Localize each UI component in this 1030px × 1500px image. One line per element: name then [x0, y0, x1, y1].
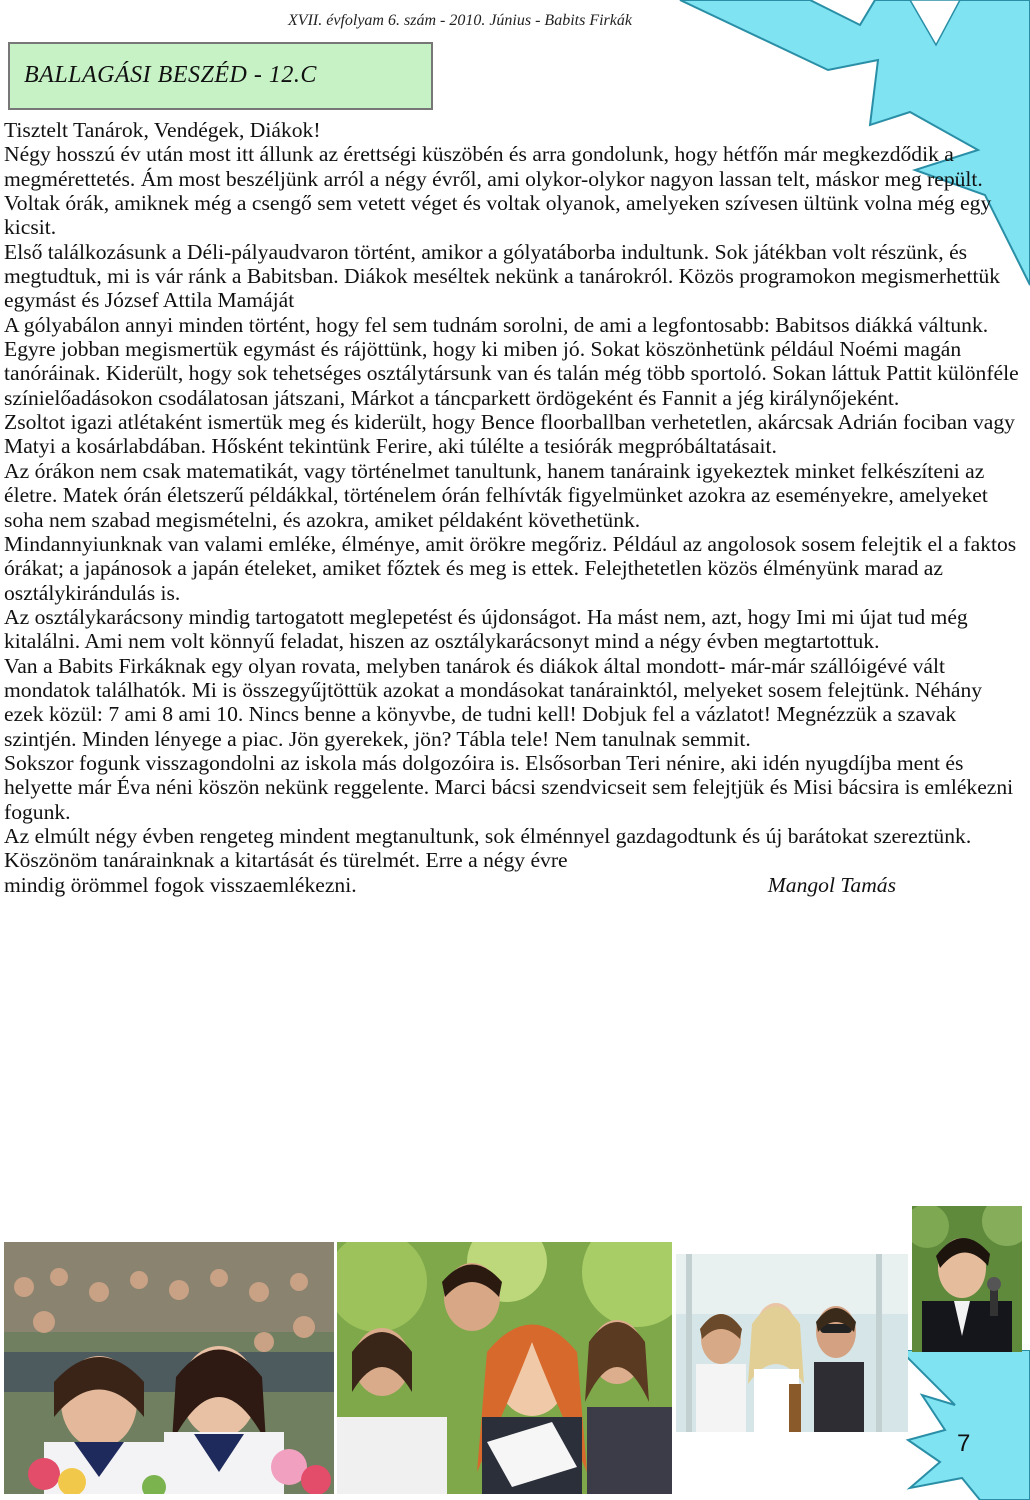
- paragraph: Sokszor fogunk visszagondolni az iskola más dolgozóira is. Elsősorban Teri nénire, aki idén nyugdíjba ment és helyette már Éva néni köszön nekünk reggelente. Marci bácsi szendvicseit sem felejtjük és Misi bácsira is emlékezni fogunk.: [4, 750, 1014, 824]
- running-header: XVII. évfolyam 6. szám - 2010. Június - Babits Firkák: [288, 12, 632, 29]
- decorative-star-bottom-right: [900, 1350, 1030, 1500]
- paragraph: Van a Babits Firkáknak egy olyan rovata, melyben tanárok és diákok által mondott- már-már szállóigévé vált mondatok találhatók. Mi is összegyűjtöttük azokat a mondásokat tanárainktól, melyeket sosem felejtünk. Néhány ezek közül: 7 ami 8 ami 10. Nincs benne a könyvbe, de tudni kell! Dobjuk fel a vázlatot! Megnézzük a szavak szintjén. Minden lényege a piac. Jön gyerekek, jön? Tábla tele! Nem tanulnak semmit.: [4, 653, 983, 751]
- paragraph: Az órákon nem csak matematikát, vagy történelmet tanultunk, hanem tanáraink igyekeztek minket felkészíteni az életre. Matek órán életszerű példákkal, történelem órán felhívták figyelmünket azokra az eseményekre, amelyeket soha nem szabad megismételni, és azokra, amiket példaként követhetünk.: [4, 458, 988, 532]
- paragraph: A gólyabálon annyi minden történt, hogy fel sem tudnám sorolni, de ami a legfontosabb: Babitsos diákká váltunk. Egyre jobban megismertük egymást és rájöttünk, hogy ki miben jó. Sokat köszönhetünk például Noémi magán tanóráinak. Kiderült, hogy sok tehetséges osztálytársunk van és talán még több sportoló. Sokan láttuk Pattit különféle színielőadásokon csodálatosan játszani, Márkot a táncparkett ördögeként és Fannit a jég királynőjeként.: [4, 312, 1019, 410]
- article-title: BALLAGÁSI BESZÉD - 12.C: [24, 62, 317, 88]
- photo-students-reading: [337, 1242, 672, 1494]
- closing-line: [4, 873, 1022, 897]
- paragraph: Az elmúlt négy évben rengeteg mindent megtanultunk, sok élménnyel gazdagodtunk és új barátokat szereztünk. Köszönöm tanárainknak a kitartását és türelmét. Erre a négy évre: [4, 823, 972, 873]
- paragraph: Mindannyiunknak van valami emléke, élménye, amit örökre megőriz. Például az angolosok sosem felejtik el a faktos órákat; a japánosok a japán ételeket, amiket főztek és meg is ettek. Felejthetetlen közös élményünk marad az osztálykirándulás is.: [4, 531, 1017, 605]
- paragraph: Négy hosszú év után most itt állunk az érettségi küszöbén és arra gondolunk, hogy hétfőn már megkezdődik a megmérettetés. Ám most beszéljünk arról a négy évről, ami olykor-olykor nagyon lassan telt, máskor meg repült. Voltak órák, amiknek még a csengő sem vetett véget és voltak olyanok, amelyeken szívesen ültünk volna még egy kicsit.: [4, 142, 992, 240]
- photo-graduates-with-flowers: [4, 1242, 334, 1494]
- title-box: [8, 42, 433, 110]
- paragraph: Első találkozásunk a Déli-pályaudvaron történt, amikor a gólyatáborba indultunk. Sok játékban volt részünk, és megtudtuk, mi is vár ránk a Babitsban. Diákok meséltek nekünk a tanárokról. Közös programokon megismerhettük egymást és József Attila Mamáját: [4, 239, 1001, 313]
- closing-text: mindig örömmel fogok visszaemlékezni.: [4, 872, 357, 897]
- paragraph: Tisztelt Tanárok, Vendégek, Diákok!: [4, 118, 321, 142]
- photo-singers: [676, 1254, 908, 1432]
- page-number: 7: [957, 1430, 971, 1457]
- paragraph: Zsoltot igazi atlétaként ismertük meg és kiderült, hogy Bence floorballban verhetetlen, akárcsak Adrián fociban vagy Matyi a kosárlabdában. Hősként tekintünk Ferire, aki túlélte a tesiórák megpróbáltatásait.: [4, 410, 1015, 459]
- article-body: [4, 118, 1022, 897]
- paragraph: Az osztálykarácsony mindig tartogatott meglepetést és újdonságot. Ha mást nem, azt, hogy Imi mi újat tud még kitalálni. Ami nem volt könnyű feladat, hiszen az osztálykarácsonyt mind a négy évben megtartottuk.: [4, 604, 968, 654]
- photo-singer-microphone: [912, 1206, 1022, 1352]
- author-signature: Mangol Tamás: [767, 872, 896, 897]
